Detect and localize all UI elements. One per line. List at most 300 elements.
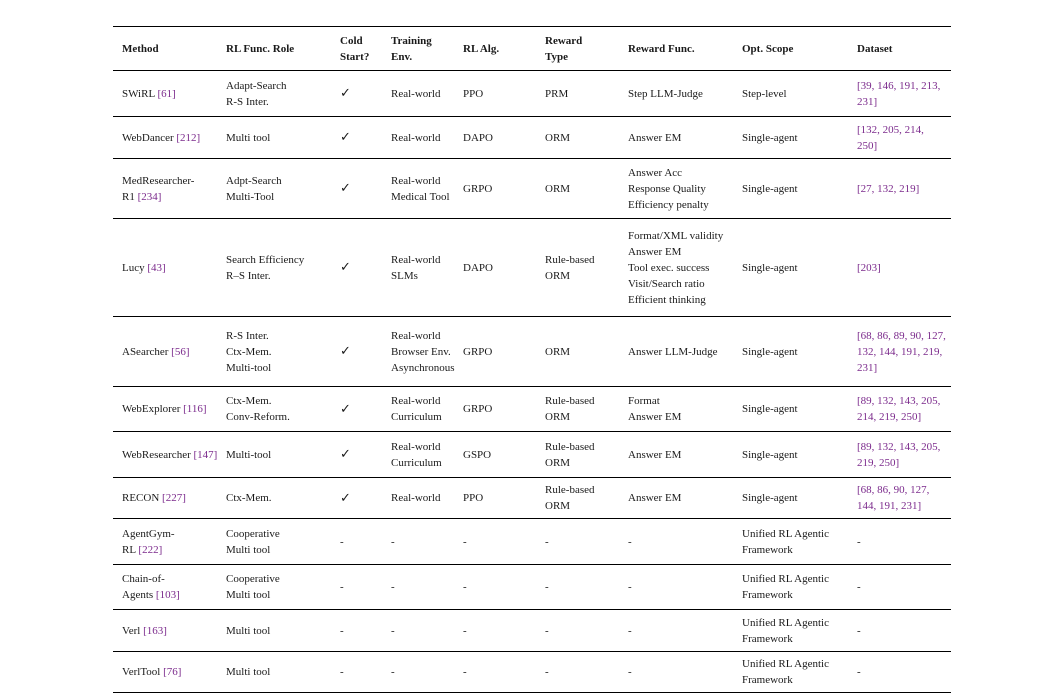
cell-line: Real-world [391, 440, 441, 453]
rl-alg-cell [454, 478, 536, 519]
method-name-line [122, 587, 217, 603]
method-cell [113, 610, 217, 652]
reward-type-cell [536, 652, 619, 693]
reward-type-cell [536, 610, 619, 652]
rl-alg-cell [454, 519, 536, 565]
column-header [848, 27, 951, 71]
cell-value: - [463, 535, 467, 548]
method-name-line [122, 571, 217, 587]
cell-line: Multi tool [226, 624, 271, 637]
opt-scope-cell [733, 117, 848, 159]
method-name: ASearcher [122, 345, 172, 358]
citation-ref: [39, 146, 191, 213, [857, 79, 941, 92]
method-name-line [122, 86, 217, 102]
method-name-line [122, 260, 217, 276]
cell-line: Single-agent [742, 345, 798, 358]
training-env-cell [382, 478, 454, 519]
method-cell [113, 432, 217, 478]
cell-line: Unified RL Agentic [742, 573, 829, 585]
method-cell [113, 219, 217, 317]
dataset-cell [848, 478, 951, 519]
dataset-cell [848, 317, 951, 387]
cell-line: Real-world [391, 395, 441, 407]
training-env-cell [382, 652, 454, 693]
opt-scope-cell [733, 565, 848, 610]
cell-line: R-S Inter. [226, 329, 269, 342]
opt-scope-cell [733, 519, 848, 565]
check-mark: ✓ [340, 343, 351, 358]
cell-line: ORM [545, 269, 571, 282]
table-row [113, 71, 951, 117]
cell-line: - [391, 581, 395, 593]
citation-ref: [116] [183, 403, 207, 415]
citation-ref: [227] [162, 492, 186, 504]
opt-scope-cell [733, 71, 848, 117]
cell-line: Multi-Tool [226, 190, 275, 203]
cell-line: Adapt-Search [226, 79, 287, 92]
cell-line: Multi-tool [226, 361, 272, 374]
cold-start-cell [331, 519, 382, 565]
method-name: VerlTool [122, 666, 164, 678]
check-mark: ✓ [340, 259, 351, 274]
cold-start-cell [331, 219, 382, 317]
training-env-cell [382, 387, 454, 432]
method-cell [113, 159, 217, 219]
cold-start-cell [331, 317, 382, 387]
check-mark: ✓ [340, 180, 351, 195]
citation-ref: 214, 219, 250] [857, 411, 922, 423]
method-name-line [122, 130, 217, 146]
method-name: Chain-of- [122, 573, 165, 585]
cold-start-cell [331, 432, 382, 478]
column-header-label: Dataset [857, 42, 893, 55]
method-name-line [122, 189, 217, 205]
cell-line: ORM [545, 411, 571, 423]
cell-line: ORM [545, 345, 571, 358]
training-env-cell [382, 117, 454, 159]
cell-line: SLMs [391, 269, 418, 282]
column-header [113, 27, 217, 71]
cold-start-cell [331, 565, 382, 610]
method-name-line [122, 173, 217, 189]
cell-line: - [628, 581, 632, 593]
citation-ref: [27, 132, 219] [857, 182, 920, 195]
cell-line: Curriculum [391, 456, 442, 469]
reward-type-cell [536, 565, 619, 610]
rl-alg-cell [454, 387, 536, 432]
cell-line: Cooperative [226, 573, 280, 585]
reward-type-cell [536, 317, 619, 387]
cell-line: Single-agent [742, 403, 798, 415]
column-header [382, 27, 454, 71]
reward-type-cell [536, 519, 619, 565]
method-name-line [122, 526, 217, 542]
column-header [733, 27, 848, 71]
method-name: R1 [122, 190, 138, 203]
cell-line: - [545, 535, 549, 548]
column-header-label: Reward Func. [628, 42, 695, 55]
cell-value: GSPO [463, 448, 492, 461]
opt-scope-cell [733, 387, 848, 432]
citation-ref: [89, 132, 143, 205, [857, 395, 941, 407]
method-name-line [122, 447, 217, 463]
cell-line: Single-agent [742, 448, 798, 461]
citation-ref: [68, 86, 90, 127, [857, 484, 930, 496]
role-cell [217, 117, 331, 159]
role-cell [217, 652, 331, 693]
cell-line: Tool exec. success [628, 261, 710, 274]
table-header [113, 27, 951, 71]
cell-line: Single-agent [742, 261, 798, 274]
citation-ref: [89, 132, 143, 205, [857, 440, 941, 453]
citation-ref: [212] [176, 131, 201, 144]
cell-line: Rule-based [545, 253, 595, 266]
reward-func-cell [619, 519, 733, 565]
method-name-line [122, 344, 217, 360]
cell-line: Unified RL Agentic [742, 616, 829, 629]
table-row [113, 387, 951, 432]
cell-line: Efficiency penalty [628, 198, 709, 211]
opt-scope-cell [733, 159, 848, 219]
cell-line: ORM [545, 182, 571, 195]
cell-line: Answer EM [628, 448, 682, 461]
dataset-cell [848, 565, 951, 610]
reward-type-cell [536, 478, 619, 519]
method-name: RECON [122, 492, 163, 504]
check-mark: ✓ [340, 400, 351, 416]
table-row [113, 652, 951, 693]
cell-line: Real-world [391, 329, 441, 342]
reward-func-cell [619, 317, 733, 387]
cell-line: - [628, 666, 632, 678]
citation-ref: 219, 250] [857, 456, 900, 469]
citation-ref: [76] [163, 666, 182, 678]
cell-line: Format/XML validity [628, 229, 724, 242]
comparison-table [113, 26, 951, 693]
cell-line: - [628, 624, 632, 637]
citation-ref: 132, 144, 191, 219, [857, 345, 943, 358]
opt-scope-cell [733, 219, 848, 317]
method-name-line [122, 401, 217, 417]
cell-line: Format [628, 395, 660, 407]
rl-alg-cell [454, 219, 536, 317]
cell-value: - [463, 581, 467, 593]
cold-start-cell [331, 610, 382, 652]
cell-line: Unified RL Agentic [742, 527, 829, 540]
reward-type-cell [536, 432, 619, 478]
cell-line: R-S Inter. [226, 95, 269, 108]
citation-ref: [56] [171, 345, 190, 358]
dataset-cell [848, 219, 951, 317]
reward-func-cell [619, 478, 733, 519]
column-header-label: Env. [391, 50, 413, 63]
cold-start-cell [331, 387, 382, 432]
rl-alg-cell [454, 652, 536, 693]
cell-line: R–S Inter. [226, 269, 271, 282]
citation-ref: 231] [857, 361, 878, 374]
cell-line: Multi-tool [226, 448, 272, 461]
cell-line: Asynchronous [391, 361, 455, 374]
method-name: WebDancer [122, 131, 177, 144]
cell-line: - [391, 624, 395, 637]
method-name-line [122, 490, 217, 506]
cell-line: - [391, 535, 395, 548]
cell-line: Adpt-Search [226, 174, 282, 187]
cell-line: Search Efficiency [226, 253, 305, 266]
cell-line: Single-agent [742, 492, 798, 504]
role-cell [217, 159, 331, 219]
cell-line: Answer EM [628, 411, 682, 423]
column-header-label: RL Alg. [463, 42, 500, 55]
dataset-cell [848, 117, 951, 159]
training-env-cell [382, 219, 454, 317]
rl-alg-cell [454, 610, 536, 652]
method-name: MedResearcher- [122, 174, 195, 187]
method-cell [113, 652, 217, 693]
cell-value: GRPO [463, 403, 493, 415]
cell-line: Real-world [391, 492, 441, 504]
cell-line: Rule-based [545, 440, 595, 453]
cell-value: PPO [463, 492, 484, 504]
reward-type-cell [536, 387, 619, 432]
cell-line: Rule-based [545, 395, 595, 407]
citation-ref: [132, 205, 214, [857, 123, 924, 136]
cell-value: - [463, 624, 467, 637]
opt-scope-cell [733, 610, 848, 652]
training-env-cell [382, 565, 454, 610]
cold-start-cell [331, 71, 382, 117]
reward-func-cell [619, 387, 733, 432]
cell-line: Framework [742, 543, 793, 556]
citation-ref: [147] [193, 448, 218, 461]
training-env-cell [382, 159, 454, 219]
cell-line: Real-world [391, 87, 441, 100]
method-name: Verl [122, 624, 144, 637]
cell-line: - [391, 666, 395, 678]
cell-line: ORM [545, 456, 571, 469]
cell-line: Framework [742, 674, 793, 686]
method-name: WebExplorer [122, 403, 184, 415]
citation-ref: [43] [147, 261, 166, 274]
cell-line: Single-agent [742, 131, 798, 144]
cell-line: - [545, 624, 549, 637]
cell-line: Framework [742, 589, 793, 601]
check-mark: ✓ [340, 446, 351, 461]
cell-line: Answer EM [628, 245, 682, 258]
cell-value: - [463, 666, 467, 678]
column-header-label: Cold [340, 34, 363, 47]
column-header-label: Start? [340, 50, 370, 63]
citation-ref: - [857, 666, 861, 678]
cell-line: Answer EM [628, 492, 682, 504]
training-env-cell [382, 432, 454, 478]
role-cell [217, 219, 331, 317]
cell-line: - [545, 581, 549, 593]
method-name: WebResearcher [122, 448, 194, 461]
reward-func-cell [619, 117, 733, 159]
training-env-cell [382, 610, 454, 652]
cell-line: Response Quality [628, 182, 706, 195]
dataset-cell [848, 432, 951, 478]
reward-type-cell [536, 71, 619, 117]
reward-func-cell [619, 652, 733, 693]
check-mark: ✓ [340, 489, 351, 505]
dataset-cell [848, 71, 951, 117]
table-row [113, 519, 951, 565]
method-name: RL [122, 543, 139, 556]
cell-line: Ctx-Mem. [226, 492, 272, 504]
citation-ref: [203] [857, 261, 881, 274]
cell-line: Multi tool [226, 131, 271, 144]
citation-ref: [103] [155, 589, 180, 601]
opt-scope-cell [733, 317, 848, 387]
cell-line: Unified RL Agentic [742, 658, 829, 670]
cell-line: Rule-based [545, 484, 595, 496]
cell-line: Medical Tool [391, 190, 450, 203]
role-cell [217, 478, 331, 519]
cell-line: Framework [742, 632, 793, 645]
cell-line: Answer LLM-Judge [628, 345, 718, 358]
cell-line: Real-world [391, 253, 441, 266]
cold-start-cell [331, 478, 382, 519]
column-header [454, 27, 536, 71]
cold-start-cell [331, 117, 382, 159]
table-row [113, 565, 951, 610]
method-name-line [122, 542, 217, 558]
method-cell [113, 71, 217, 117]
column-header [331, 27, 382, 71]
dash-mark: - [340, 624, 344, 637]
table-row [113, 432, 951, 478]
cell-line: Multi tool [226, 666, 271, 678]
training-env-cell [382, 519, 454, 565]
column-header-label: Type [545, 50, 569, 63]
cell-value: DAPO [463, 261, 493, 274]
reward-func-cell [619, 610, 733, 652]
role-cell [217, 387, 331, 432]
cell-line: Efficient thinking [628, 293, 706, 306]
dash-mark: - [340, 581, 344, 593]
cell-value: PPO [463, 87, 484, 100]
cell-value: GRPO [463, 182, 493, 195]
method-name-line [122, 664, 217, 680]
citation-ref: 231] [857, 95, 878, 108]
role-cell [217, 610, 331, 652]
check-mark: ✓ [340, 85, 351, 100]
citation-ref: - [857, 581, 861, 593]
reward-func-cell [619, 432, 733, 478]
rl-alg-cell [454, 432, 536, 478]
dataset-cell [848, 387, 951, 432]
column-header [619, 27, 733, 71]
rl-alg-cell [454, 71, 536, 117]
dash-mark: - [340, 666, 344, 678]
header-row [113, 27, 951, 71]
role-cell [217, 565, 331, 610]
training-env-cell [382, 71, 454, 117]
cell-line: Browser Env. [391, 345, 451, 358]
cell-line: Single-agent [742, 182, 798, 195]
method-cell [113, 387, 217, 432]
cell-line: Curriculum [391, 411, 442, 423]
reward-type-cell [536, 117, 619, 159]
dataset-cell [848, 652, 951, 693]
cold-start-cell [331, 652, 382, 693]
cell-line: ORM [545, 131, 571, 144]
cell-line: Ctx-Mem. [226, 345, 272, 358]
citation-ref: [234] [137, 190, 162, 203]
rl-alg-cell [454, 317, 536, 387]
table-row [113, 610, 951, 652]
reward-func-cell [619, 565, 733, 610]
method-name: Agents [122, 589, 156, 601]
table-row [113, 478, 951, 519]
reward-func-cell [619, 159, 733, 219]
rl-alg-cell [454, 159, 536, 219]
column-header-label: RL Func. Role [226, 42, 295, 55]
cell-line: Cooperative [226, 527, 280, 540]
citation-ref: - [857, 535, 861, 548]
reward-func-cell [619, 219, 733, 317]
table-row [113, 219, 951, 317]
cold-start-cell [331, 159, 382, 219]
cell-line: Multi tool [226, 589, 271, 601]
cell-line: Multi tool [226, 543, 271, 556]
cell-value: GRPO [463, 345, 493, 358]
cell-value: DAPO [463, 131, 493, 144]
check-mark: ✓ [340, 129, 351, 144]
cell-line: Answer EM [628, 131, 682, 144]
method-cell [113, 478, 217, 519]
role-cell [217, 432, 331, 478]
cell-line: Real-world [391, 131, 441, 144]
dataset-cell [848, 519, 951, 565]
table-row [113, 317, 951, 387]
column-header [217, 27, 331, 71]
citation-ref: - [857, 624, 861, 637]
method-cell [113, 117, 217, 159]
cell-line: Step LLM-Judge [628, 87, 703, 100]
column-header [536, 27, 619, 71]
dash-mark: - [340, 535, 344, 548]
role-cell [217, 71, 331, 117]
training-env-cell [382, 317, 454, 387]
method-name: AgentGym- [122, 527, 175, 540]
cell-line: Visit/Search ratio [628, 277, 705, 290]
column-header-label: Training [391, 34, 432, 47]
cell-line: Step-level [742, 87, 787, 100]
role-cell [217, 317, 331, 387]
column-header-label: Method [122, 42, 159, 55]
citation-ref: 250] [857, 139, 878, 152]
cell-line: - [545, 666, 549, 678]
cell-line: Real-world [391, 174, 441, 187]
citation-ref: [163] [143, 624, 167, 637]
table-body [113, 71, 951, 693]
cell-line: PRM [545, 87, 569, 100]
reward-type-cell [536, 219, 619, 317]
opt-scope-cell [733, 652, 848, 693]
method-cell [113, 317, 217, 387]
method-cell [113, 565, 217, 610]
citation-ref: [222] [138, 543, 163, 556]
cell-line: ORM [545, 500, 571, 512]
reward-type-cell [536, 159, 619, 219]
column-header-label: Reward [545, 34, 583, 47]
dataset-cell [848, 610, 951, 652]
citation-ref: 144, 191, 231] [857, 500, 922, 512]
method-name: SWiRL [122, 87, 158, 100]
